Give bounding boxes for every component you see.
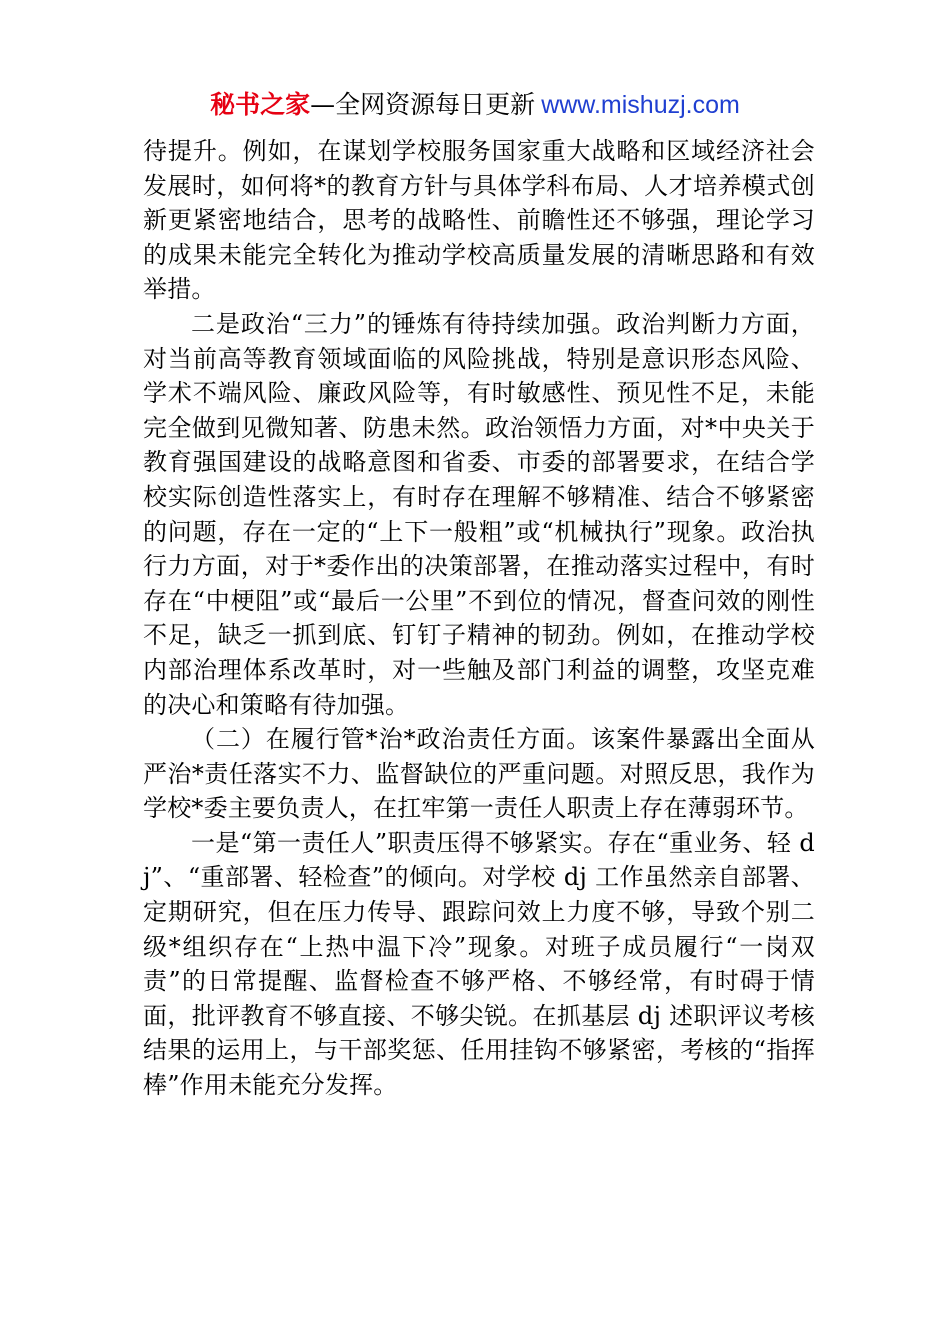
page-header bbox=[0, 88, 950, 122]
paragraph-3: （二）在履行管*治*政治责任方面。该案件暴露出全面从严治*责任落实不力、监督缺位的严重问题。对照反思，我作为学校*委主要负责人，在扛牢第一责任人职责上存在薄弱环节。 bbox=[143, 725, 815, 823]
brand-name: 秘书之家 bbox=[210, 90, 311, 119]
header-tagline: 全网资源每日更新 bbox=[335, 90, 536, 119]
document-body bbox=[143, 134, 815, 1103]
paragraph-2: 二是政治“三力”的锤炼有待持续加强。政治判断力方面，对当前高等教育领域面临的风险挑战，特别是意识形态风险、学术不端风险、廉政风险等，有时敏感性、预见性不足，未能完全做到见微知著、防患未然。政治领悟力方面，对*中央关于教育强国建设的战略意图和省委、市委的部署要求，在结合学校实际创造性落实上，有时存在理解不够精准、结合不够紧密的问题，存在一定的“上下一般粗”或“机械执行”现象。政治执行力方面，对于*委作出的决策部署，在推动落实过程中，有时存在“中梗阻”或“最后一公里”不到位的情况，督查问效的刚性不足，缺乏一抓到底、钉钉子精神的韧劲。例如，在推动学校内部治理体系改革时，对一些触及部门利益的调整，攻坚克难的决心和策略有待加强。 bbox=[143, 309, 815, 719]
paragraph-1: 待提升。例如，在谋划学校服务国家重大战略和区域经济社会发展时，如何将*的教育方针与具体学科布局、人才培养模式创新更紧密地结合，思考的战略性、前瞻性还不够强，理论学习的成果未能完全转化为推动学校高质量发展的清晰思路和有效举措。 bbox=[143, 137, 815, 304]
header-dash: — bbox=[310, 90, 336, 119]
paragraph-4: 一是“第一责任人”职责压得不够紧实。存在“重业务、轻 dj”、“重部署、轻检查”的倾向。对学校 dj 工作虽然亲自部署、定期研究，但在压力传导、跟踪问效上力度不够，导致个别二级*组织存在“上热中温下冷”现象。对班子成员履行“一岗双责”的日常提醒、监督检查不够严格、不够经常，有时碍于情面，批评教育不够直接、不够尖锐。在抓基层 dj 述职评议考核结果的运用上，与干部奖惩、任用挂钩不够紧密，考核的“指挥棒”作用未能充分发挥。 bbox=[143, 828, 815, 1100]
website-link[interactable]: www.mishuzj.com bbox=[541, 91, 740, 119]
